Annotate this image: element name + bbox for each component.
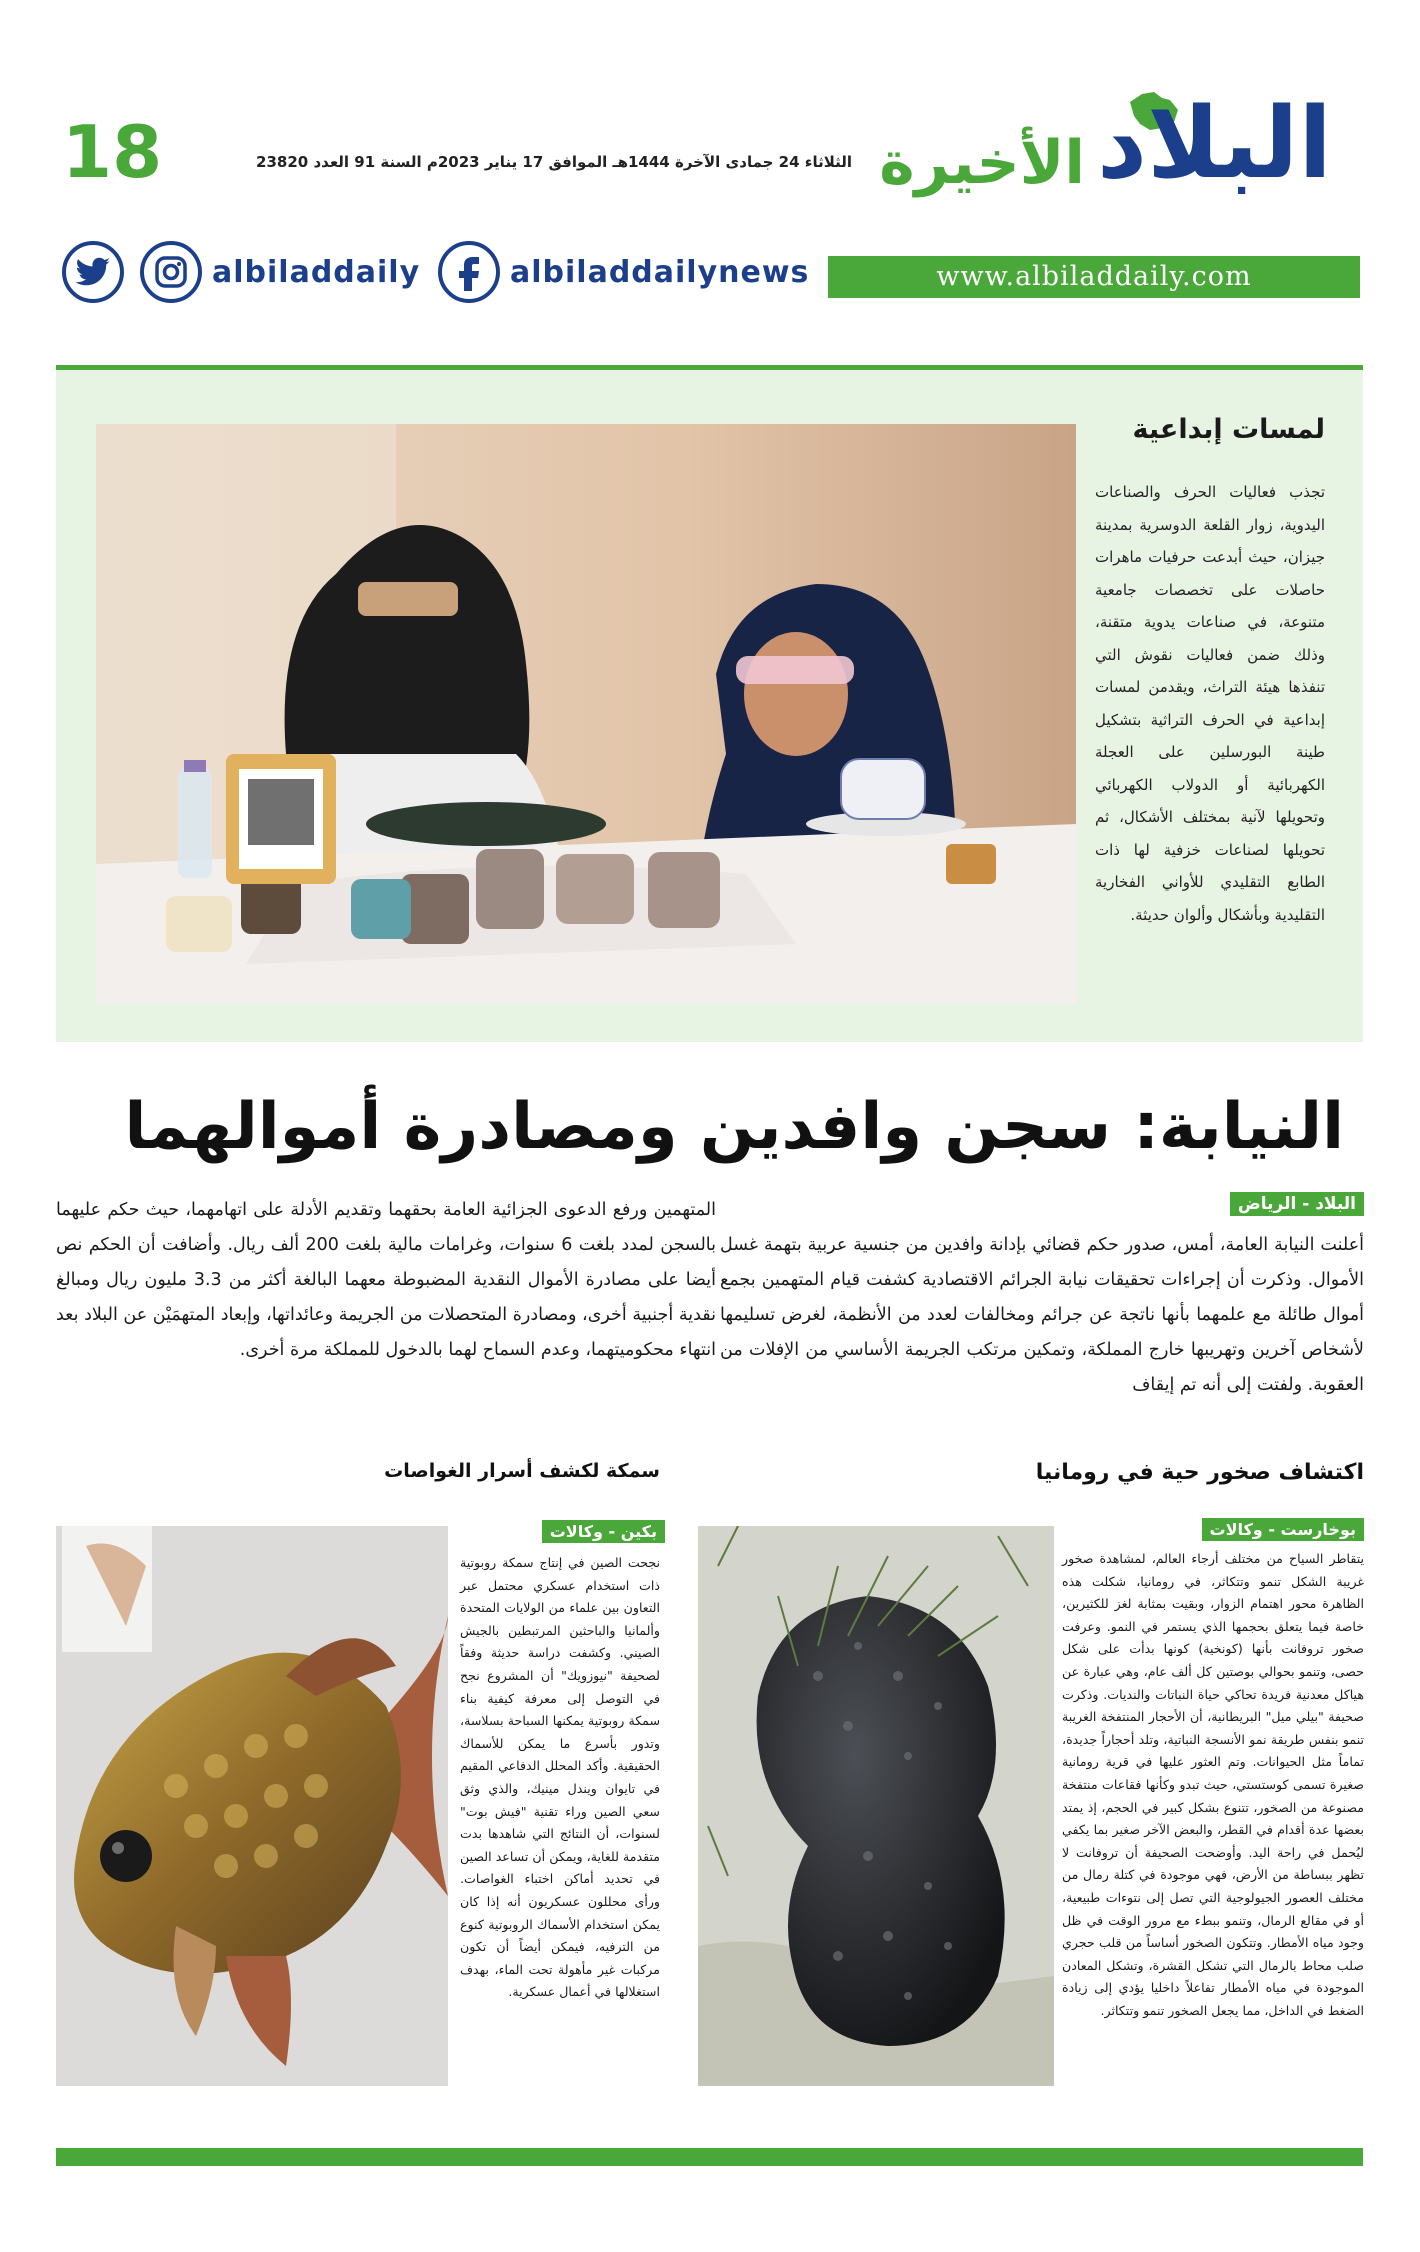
page-number: 18 — [62, 110, 163, 194]
logo-sub-text: الأخيرة — [879, 128, 1085, 198]
twitter-icon[interactable] — [62, 241, 124, 303]
fish-photo — [56, 1526, 448, 2086]
facebook-handle[interactable]: albiladdailynews — [510, 254, 810, 290]
main-headline: النيابة: سجن وافدين ومصادرة أموالهما — [124, 1090, 1344, 1164]
bottom-rule — [56, 2148, 1363, 2166]
website-url[interactable]: www.albiladdaily.com — [828, 256, 1360, 298]
instagram-handle[interactable]: albiladdaily — [212, 254, 421, 290]
social-facebook[interactable] — [438, 242, 809, 302]
social-instagram[interactable] — [140, 242, 420, 302]
fish-title: سمكة لكشف أسرار الغواصات — [384, 1460, 660, 1482]
social-twitter[interactable] — [62, 242, 124, 302]
main-article-col-left: المتهمين ورفع الدعوى الجزائية العامة بحقهما وتقديم الأدلة على اتهامهما، حيث حكم عليهما بالسجن لمدد بلغت 6 سنوات، وغرامات مالية بلغت 200 ألف ريال. وأضافت أن الحكم نص أيضا على مصادرة الأموال النقدية المضبوطة معهما البالغة أكثر من 3.3 مليون ريال ومبالغ نقدية أجنبية أخرى، ومصادرة المتحصلات من الجريمة وعائداتها، وإبعاد المتهمَيْن عن البلاد بعد انتهاء محكوميتهما، وعدم السماح لهما بالدخول للمملكة مرة أخرى. — [56, 1200, 717, 1360]
rock-photo — [698, 1526, 1054, 2086]
instagram-icon[interactable] — [140, 241, 202, 303]
feature-title: لمسات إبداعية — [1132, 414, 1325, 445]
logo-main-text: البلاد — [1096, 87, 1332, 201]
romania-tag: بوخارست - وكالات — [1202, 1518, 1365, 1541]
dateline: الثلاثاء 24 جمادى الآخرة 1444هـ الموافق 17 يناير 2023م السنة 91 العدد 23820 — [256, 153, 852, 171]
fish-tag: بكين - وكالات — [542, 1520, 665, 1543]
main-article-tag: البلاد - الرياض — [1230, 1192, 1364, 1216]
feature-body: تجذب فعاليات الحرف والصناعات اليدوية، زوار القلعة الدوسرية بمدينة جيزان، حيث أبدعت حرفيات ماهرات حاصلات على تخصصات جامعية متنوعة، في صناعات يدوية متقنة، وذلك ضمن فعاليات نقوش التي تنفذها هيئة التراث، ويقدمن لمسات إبداعية في الحرف التراثية بتشكيل طينة البورسلين على العجلة الكهربائية أو الدولاب الكهربائي وتحويلها لآنية بمختلف الأشكال، ثم تحويلها لصناعات خزفية لها ذات الطابع التقليدي للأواني الفخارية التقليدية وبأشكال وألوان حديثة. — [1095, 483, 1325, 924]
albilad-logo — [1042, 88, 1332, 200]
romania-body: يتقاطر السياح من مختلف أرجاء العالم، لمشاهدة صخور غريبة الشكل تنمو وتتكاثر، في رومانيا، شكلت هذه الظاهرة محور اهتمام الزوار، وبقيت بمثابة لغز للكثيرين، خاصة فيما يتعلق بحجمها الذي يستمر في النمو. وعرفت صخور تروفانت بأنها (كونخية) كونها بدأت على شكل حصى، وتنمو بحوالي بوصتين كل ألف عام، وهي عبارة عن هياكل معدنية فريدة تحاكي حياة النباتات والنديات. وذكرت صحيفة "بيلي ميل" البريطانية، أن الأحجار المنتفخة الغريبة تنمو بنفس طريقة نمو الأنسجة النباتية، وتلد أحجاراً جديدة، تماماً مثل الحيوانات. وتم العثور عليها في قرية رومانية صغيرة تسمى كوستستي، حيث تبدو وكأنها فقاعات منتفخة مصنوعة من الصخور، تتنوع بشكل كبير في الحجم، إذ يمتد بعضها عدة أقدام في القطر، والبعض الآخر صغير بما يكفي ليُحمل في راحة اليد. وأوضحت الصحيفة أن تروفانت لا تظهر ببساطة من الأرض، فهي موجودة في كتلة رمال من مختلف العصور الجيولوجية التي تصل إلى نتوءات طبيعية، أو في مقالع الرمال، وتنمو ببطء مع مرور الوقت في ظل وجود مياه الأمطار. وتتكون الصخور أساساً من قلب حجري صلب محاط بالرمال التي تشكل القشرة، وتشكل المعادن الموجودة في مياه الأمطار تفاعلاً داخليا يؤدي إلى زيادة الضغط في الداخل، مما يجعل الصخور تنمو وتتكاثر. — [1062, 1551, 1364, 2018]
main-article-col-right: أعلنت النيابة العامة، أمس، صدور حكم قضائي بإدانة وافدين من جنسية عربية بتهمة غسل الأموال. وذكرت أن إجراءات تحقيقات نيابة الجرائم الاقتصادية كشفت قيام المتهمين بجمع أموال طائلة مع علمهما بأنها ناتجة عن جرائم ومخالفات لعدد من الأنظمة، لغرض تسليمها لأشخاص آخرين وتهريبها خارج المملكة، وتمكين مرتكب الجريمة الأساسي من الإفلات من العقوبة. ولفتت إلى أنه تم إيقاف — [720, 1235, 1364, 1395]
fish-body: نجحت الصين في إنتاج سمكة روبوتية ذات استخدام عسكري محتمل عبر التعاون بين علماء من الولايات المتحدة وألمانيا والباحثين المرتبطين بالجيش الصيني. وكشفت دراسة حديثة وفقاً لصحيفة "نيوزويك" أن المشروع نجح في التوصل إلى معرفة كيفية بناء سمكة روبوتية يمكنها السباحة بسلاسة، وتدور بأسرع ما يمكن للأسماك الحقيقية. وأكد المحلل الدفاعي المقيم في تايوان ويندل مينيك، والذي وثق سعي الصين وراء تقنية "فيش بوت" لسنوات، أن النتائج التي شاهدها بدت متقدمة للغاية، ويمكن أن تساعد الصين في تحديد أماكن اختباء الغواصات. ورأى محللون عسكريون أنه إذا كان يمكن استخدام الأسماك الروبوتية كنوع من الترفيه، فيمكن أيضاً أن تكون مركبات غير مأهولة تحت الماء، بهدف استغلالها في أعمال عسكرية. — [460, 1555, 660, 2000]
facebook-icon[interactable] — [438, 241, 500, 303]
feature-photo — [96, 424, 1076, 1004]
romania-title: اكتشاف صخور حية في رومانيا — [1035, 1460, 1364, 1485]
